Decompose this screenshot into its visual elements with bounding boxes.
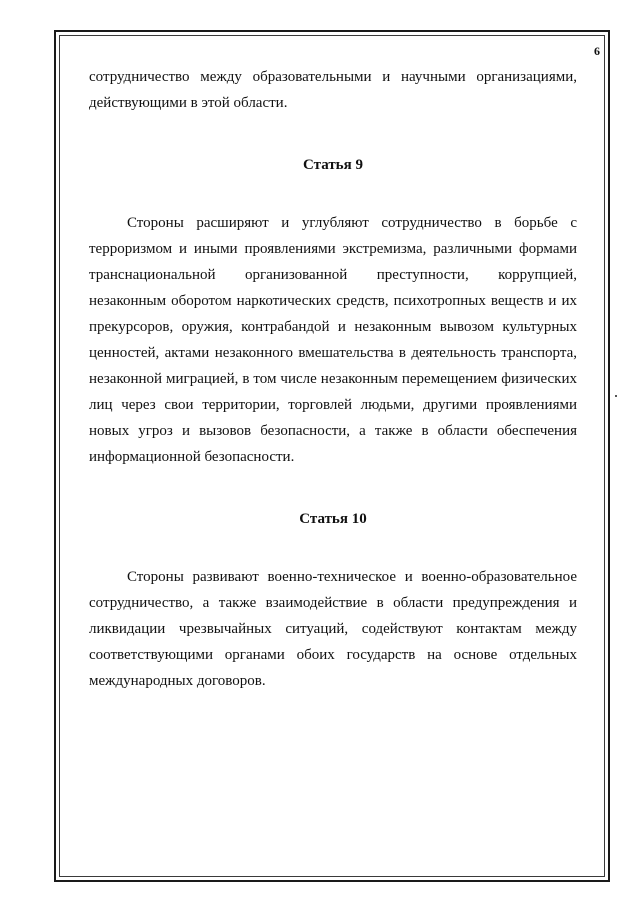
- continuation-paragraph: сотрудничество между образовательными и научными организациями, действующими в этой области.: [89, 69, 577, 111]
- page-number: 6: [594, 44, 600, 58]
- document-body: [89, 64, 577, 694]
- article-9-heading: Статья 9: [303, 157, 363, 173]
- article-9-paragraph: Стороны расширяют и углубляют сотрудничество в борьбе с терроризмом и иными проявлениями экстремизма, различными формами транснациональной организованной преступности, коррупцией, незаконным оборотом наркотических средств, психотропных веществ и их прекурсоров, оружия, контрабандой и незаконным вывозом культурных ценностей, актами незаконного вмешательства в деятельность транспорта, незаконной миграцией, в том числе незаконным перемещением физических лиц через свои территории, торговлей людьми, другими проявлениями новых угроз и вызовов безопасности, а также в области обеспечения информационной безопасности.: [89, 215, 577, 465]
- scan-speck: [615, 395, 617, 397]
- article-10-heading: Статья 10: [299, 511, 367, 527]
- article-10-paragraph: Стороны развивают военно-техническое и военно-образовательное сотрудничество, а также взаимодействие в области предупреждения и ликвидации чрезвычайных ситуаций, содействуют контактам между соответствующими органами обоих государств на основе отдельных международных договоров.: [89, 569, 577, 689]
